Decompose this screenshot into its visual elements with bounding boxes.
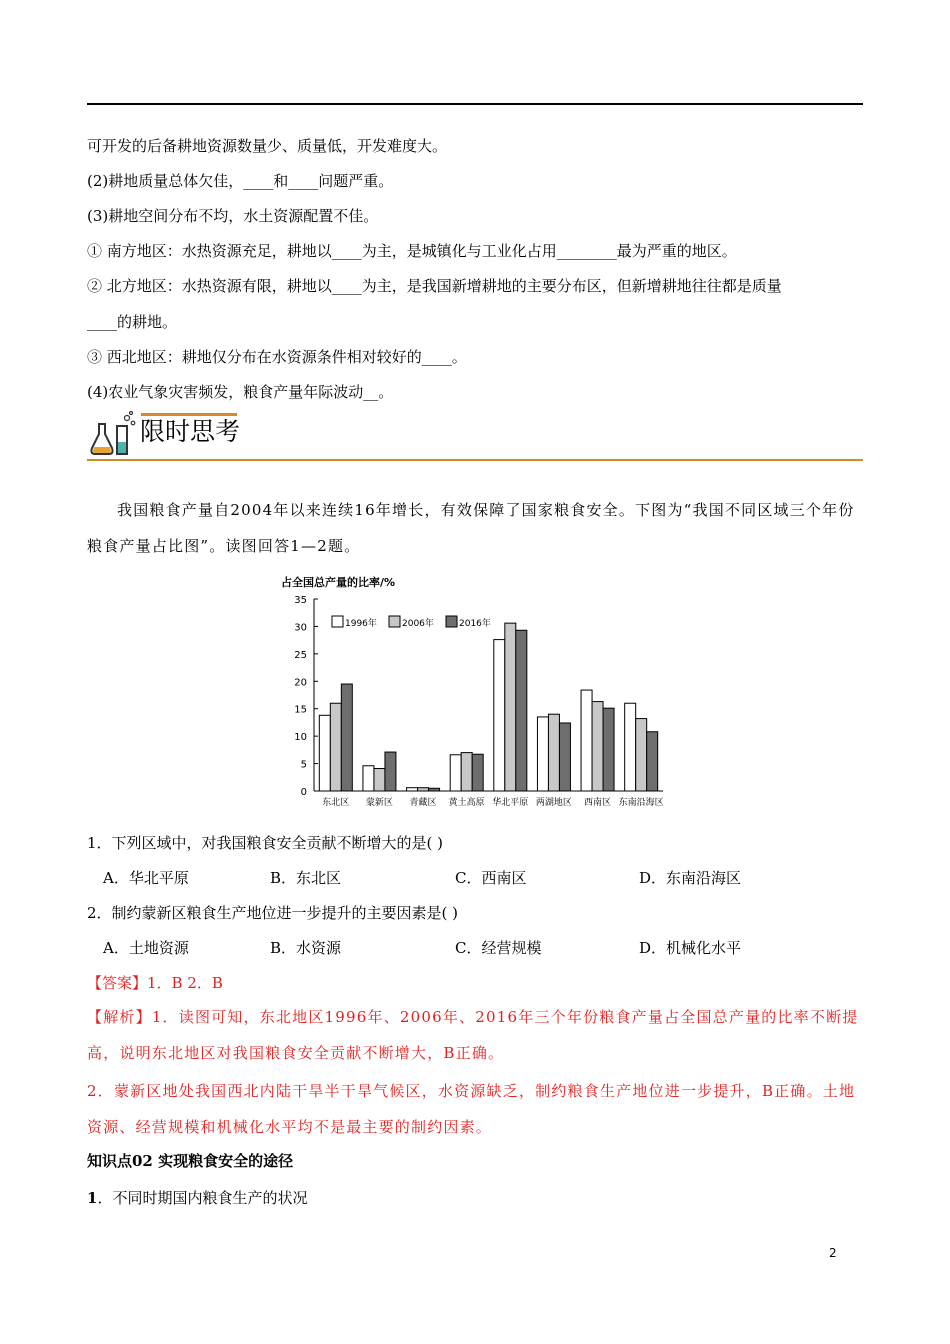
grain-share-bar-chart	[275, 572, 675, 817]
chart-x-tick-label: 青藏区	[409, 798, 437, 808]
text-line-2: (2)耕地质量总体欠佳，____和____问题严重。	[87, 172, 394, 190]
q1-option-d[interactable]: D．东南沿海区	[639, 869, 742, 887]
chart-bar	[418, 788, 429, 791]
question-1-stem: 1．下列区域中，对我国粮食安全贡献不断增大的是( )	[87, 834, 444, 852]
header-rule	[87, 103, 863, 105]
section-header	[87, 410, 863, 462]
analysis-paragraph-1	[87, 999, 863, 1071]
answer-label: 【答案】	[87, 974, 148, 992]
chart-y-axis-label: 占全国总产量的比率/%	[281, 576, 396, 589]
knowledge-point-heading: 知识点02 实现粮食安全的途径	[87, 1152, 294, 1170]
chart-legend-swatch	[332, 616, 343, 627]
section-underline	[87, 459, 863, 461]
q2-option-c[interactable]: C．经营规模	[455, 939, 542, 957]
chart-x-tick-label: 东南沿海区	[618, 798, 664, 808]
chart-bar	[505, 623, 516, 791]
text-line-6: ____的耕地。	[87, 313, 178, 331]
chart-bar	[461, 753, 472, 791]
chart-y-tick-label: 5	[300, 759, 307, 771]
subsection-1-number: 1	[87, 1189, 98, 1207]
q2-option-a[interactable]: A．土地资源	[103, 939, 189, 957]
chart-bar	[537, 717, 548, 791]
chart-legend-label: 2016年	[459, 619, 491, 629]
chart-y-tick-label: 25	[294, 649, 307, 661]
chart-y-tick-label: 35	[294, 595, 307, 606]
chart-bar	[407, 788, 418, 791]
text-line-1: 可开发的后备耕地资源数量少、质量低，开发难度大。	[87, 137, 448, 155]
analysis-label: 【解析】	[87, 1008, 152, 1026]
chart-bar	[374, 769, 385, 791]
text-line-3: (3)耕地空间分布不均，水土资源配置不佳。	[87, 207, 379, 225]
chart-bar	[592, 702, 603, 791]
text-line-8: (4)农业气象灾害频发，粮食产量年际波动__。	[87, 383, 394, 401]
q1-option-a[interactable]: A．华北平原	[103, 869, 189, 887]
question-2-stem: 2．制约蒙新区粮食生产地位进一步提升的主要因素是( )	[87, 904, 459, 922]
chart-bar	[494, 640, 505, 791]
chart-bar	[647, 732, 658, 791]
q2-option-b[interactable]: B．水资源	[270, 939, 342, 957]
chart-x-tick-label: 蒙新区	[365, 798, 393, 808]
chart-legend-swatch	[389, 616, 400, 627]
page-number: 2	[829, 1246, 837, 1260]
q2-option-d[interactable]: D．机械化水平	[639, 939, 742, 957]
text-line-7: ③ 西北地区：耕地仅分布在水资源条件相对较好的____。	[87, 348, 467, 366]
chart-bar	[581, 690, 592, 791]
chart-bar	[472, 754, 483, 791]
chart-bar	[559, 723, 570, 791]
chart-x-tick-label: 黄土高原	[448, 798, 485, 808]
chart-y-tick-label: 20	[294, 677, 307, 689]
chart-bar	[636, 719, 647, 791]
chart-y-tick-label: 15	[294, 704, 307, 716]
subsection-1-text: ．不同时期国内粮食生产的状况	[97, 1189, 308, 1207]
chart-y-tick-label: 30	[294, 622, 307, 634]
chart-y-tick-label: 0	[300, 787, 307, 798]
chart-x-tick-label: 两湖地区	[535, 798, 572, 808]
chart-bar	[341, 684, 352, 791]
chart-y-tick-label: 10	[294, 732, 307, 744]
chart-bar	[385, 752, 396, 791]
answer-line	[87, 973, 223, 993]
chart-bar	[625, 703, 636, 791]
text-line-5: ② 北方地区：水热资源有限，耕地以____为主，是我国新增耕地的主要分布区，但新增耕地往往都是质量	[87, 277, 782, 295]
analysis-text-1: 1．读图可知，东北地区1996年、2006年、2016年三个年份粮食产量占全国总产量的比率不断提高，说明东北地区对我国粮食安全贡献不断增大，B正确。	[87, 1008, 859, 1062]
section-title: 限时思考	[140, 417, 241, 446]
chart-bar	[330, 703, 341, 791]
chart-bar	[450, 755, 461, 791]
chart-bar	[319, 715, 330, 791]
chart-x-tick-label: 华北平原	[492, 798, 529, 808]
chart-legend-label: 2006年	[402, 619, 434, 629]
chart-bar	[548, 714, 559, 791]
chart-legend-swatch	[446, 616, 457, 627]
answer-text: 1．B 2．B	[147, 974, 223, 992]
lab-flask-icon	[87, 410, 137, 458]
chart-bar	[516, 630, 527, 791]
text-line-4: ① 南方地区：水热资源充足，耕地以____为主，是城镇化与工业化占用________最为严重的地区。	[87, 242, 737, 260]
intro-paragraph: 我国粮食产量自2004年以来连续16年增长，有效保障了国家粮食安全。下图为“我国不同区域三个年份粮食产量占比图”。读图回答1—2题。	[87, 501, 855, 555]
chart-bar	[603, 708, 614, 791]
chart-bar	[363, 766, 374, 791]
q1-option-c[interactable]: C．西南区	[455, 869, 527, 887]
q1-option-b[interactable]: B．东北区	[270, 869, 342, 887]
chart-x-tick-label: 西南区	[584, 798, 612, 808]
chart-x-tick-label: 东北区	[322, 798, 350, 808]
analysis-paragraph-2: 2．蒙新区地处我国西北内陆干旱半干旱气候区，水资源缺乏，制约粮食生产地位进一步提升，B正确。土地资源、经营规模和机械化水平均不是最主要的制约因素。	[87, 1082, 856, 1136]
chart-bar	[429, 788, 440, 791]
subsection-1	[87, 1188, 307, 1208]
chart-legend-label: 1996年	[345, 619, 377, 629]
